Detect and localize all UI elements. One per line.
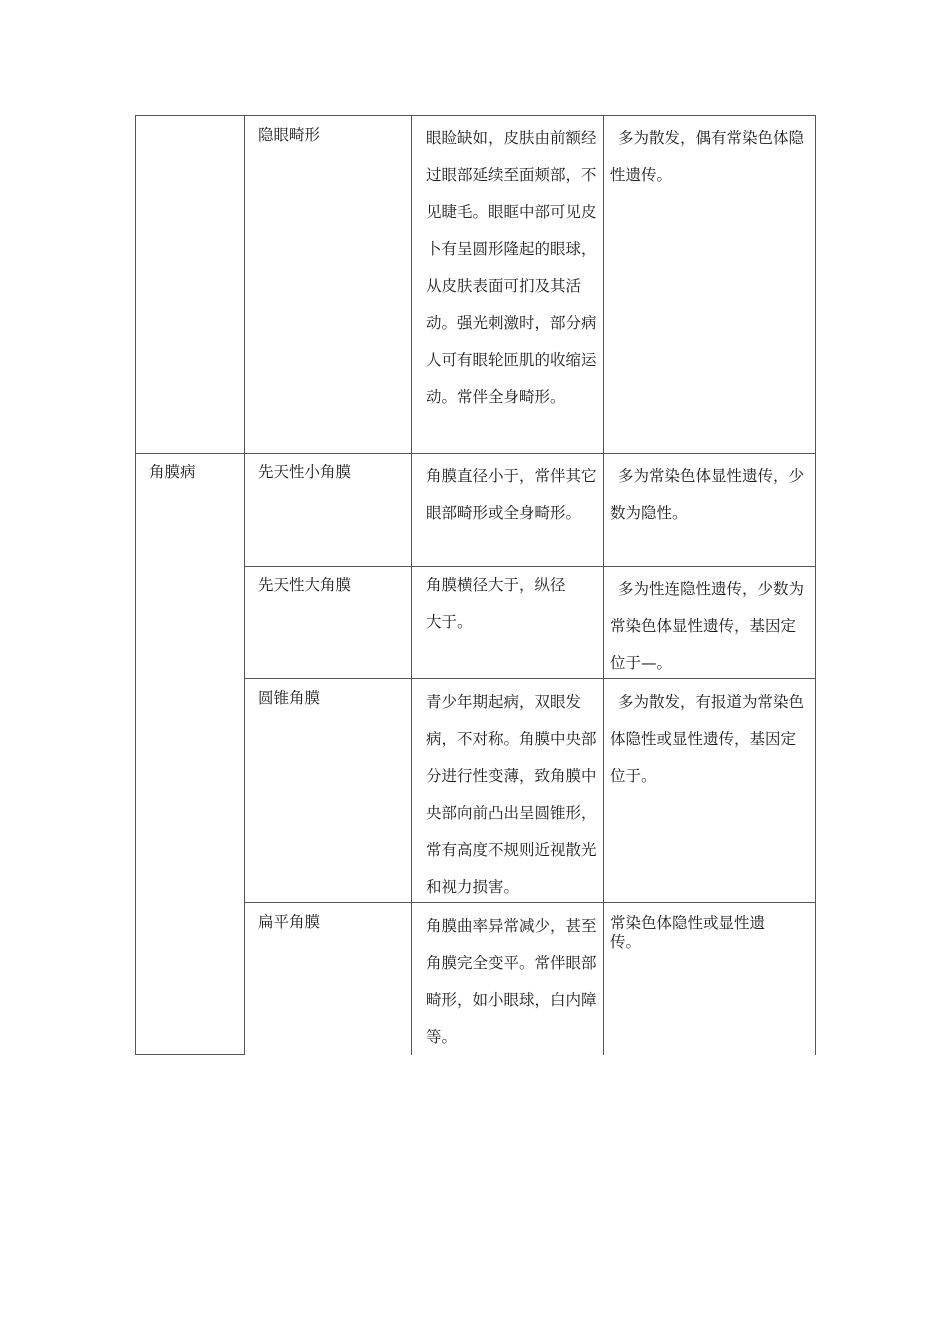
name-cell: 扁平角膜 — [258, 913, 321, 931]
name-cell: 先天性小角膜 — [258, 463, 352, 481]
table-border-top — [135, 115, 816, 116]
inheritance-cell: 多为散发，有报道为常染色体隐性或显性遗传，基因定位于。 — [610, 693, 805, 785]
inheritance-cell: 多为性连隐性遗传，少数为常染色体显性遗传，基因定位于—。 — [610, 580, 805, 672]
column-divider — [603, 115, 604, 1055]
inheritance-cell: 常染色体隐性或显性遗传。 — [610, 914, 766, 951]
name-cell: 先天性大角膜 — [258, 576, 352, 594]
table-border-bottom — [135, 1054, 244, 1055]
symptoms-cell: 角膜横径大于，纵径大于。 — [426, 576, 566, 631]
column-divider — [244, 115, 245, 1055]
column-divider — [411, 115, 412, 1055]
table-border-left — [135, 115, 136, 1055]
inheritance-cell: 多为散发，偶有常染色体隐性遗传。 — [610, 129, 805, 184]
name-cell: 圆锥角膜 — [258, 689, 321, 707]
category-cell: 角膜病 — [149, 463, 196, 481]
symptoms-cell: 角膜直径小于，常伴其它眼部畸形或全身畸形。 — [426, 467, 597, 522]
symptoms-cell: 眼睑缺如，皮肤由前额经过眼部延续至面颊部，不见睫毛。眼眶中部可见皮卜有呈圆形隆起的眼球，从皮肤表面可扪及其活动。强光刺激时，部分病人可有眼轮匝肌的收缩运动。常伴全身畸形。 — [426, 129, 597, 406]
symptoms-cell: 青少年期起病，双眼发病，不对称。角膜中央部分进行性变薄，致角膜中央部向前凸出呈圆锥形，常有高度不规则近视散光和视力损害。 — [426, 693, 597, 896]
table-border-right — [815, 115, 816, 1055]
symptoms-cell: 角膜曲率异常减少，甚至角膜完全变平。常伴眼部畸形，如小眼球，白内障等。 — [426, 917, 597, 1046]
name-cell: 隐眼畸形 — [258, 126, 321, 144]
inheritance-cell: 多为常染色体显性遗传，少数为隐性。 — [610, 467, 805, 522]
